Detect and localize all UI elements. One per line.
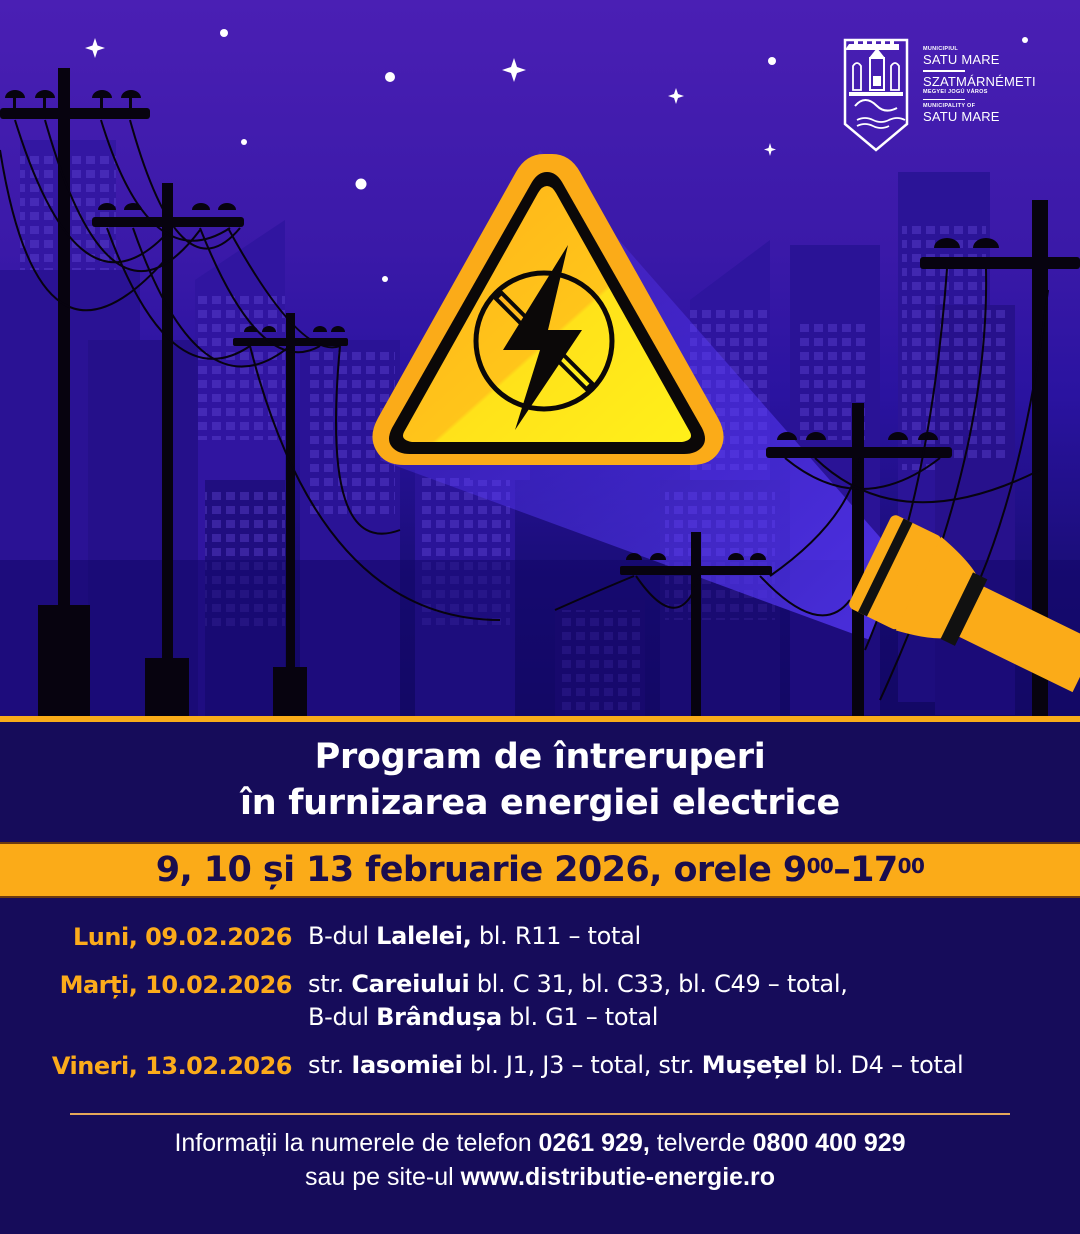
sparkle-star-icon (502, 58, 526, 82)
footer-info-label: Informații la numerele de telefon (174, 1129, 539, 1157)
footer-line-2 (0, 1160, 1080, 1194)
block-info: bl. C 31, bl. C33, bl. C49 – total, (469, 970, 848, 998)
logo-line1-big: SATU MARE (923, 52, 1000, 67)
date-banner (0, 842, 1080, 898)
schedule-description (308, 1049, 963, 1082)
toll-free-number[interactable]: 0800 400 929 (752, 1129, 906, 1157)
municipality-logo (843, 36, 1043, 156)
schedule-description (308, 968, 848, 1001)
block-info: bl. R11 – total (471, 922, 641, 950)
logo-line2-small: MEGYEI JOGÚ VÁROS (923, 88, 988, 95)
schedule-description (308, 920, 641, 953)
title-line-2: în furnizarea energiei electrice (240, 783, 840, 823)
block-info: bl. J1, J3 – total, str. (462, 1051, 702, 1079)
footer-telverde-label: telverde (649, 1129, 753, 1157)
street-prefix: str. (308, 1051, 352, 1079)
poster-title (0, 734, 1080, 826)
street-prefix: str. (308, 970, 352, 998)
street-name: Mușețel (701, 1051, 808, 1079)
logo-line2-big: SZATMÁRNÉMETI (923, 73, 1036, 89)
time-dash: –17 (833, 850, 898, 890)
date-banner-text: 9, 10 și 13 februarie 2026, orele 9 (155, 850, 807, 890)
end-minutes: 00 (897, 854, 925, 878)
city-crest-icon (843, 36, 909, 154)
schedule-description (308, 1001, 658, 1034)
street-name: Brândușa (376, 1003, 502, 1031)
footer-line-1 (0, 1126, 1080, 1160)
contact-footer (0, 1126, 1080, 1194)
website-link[interactable]: www.distributie-energie.ro (460, 1163, 776, 1191)
sparkle-star-icon (85, 38, 105, 58)
start-minutes: 00 (806, 854, 834, 878)
street-prefix: B-dul (308, 1003, 377, 1031)
footer-divider (70, 1113, 1010, 1115)
schedule-day: Luni, 09.02.2026 (73, 923, 292, 951)
logo-rule (923, 99, 965, 101)
logo-line3-small: MUNICIPALITY OF (923, 103, 976, 109)
sparkle-star-icon (668, 88, 684, 104)
phone-number[interactable]: 0261 929, (538, 1129, 650, 1157)
block-info: bl. D4 – total (807, 1051, 964, 1079)
schedule-day: Vineri, 13.02.2026 (51, 1052, 292, 1080)
logo-line3-big: SATU MARE (923, 109, 1000, 124)
logo-line1-small: MUNICIPIUL (923, 46, 959, 52)
street-prefix: B-dul (308, 922, 377, 950)
title-line-1: Program de întreruperi (314, 737, 766, 777)
street-name: Careiului (351, 970, 470, 998)
sparkle-star-icon (764, 143, 776, 156)
footer-site-label: sau pe site-ul (304, 1163, 461, 1191)
street-name: Lalelei, (376, 922, 472, 950)
street-name: Iasomiei (351, 1051, 463, 1079)
logo-rule (923, 70, 965, 72)
schedule-day: Marți, 10.02.2026 (59, 971, 292, 999)
block-info: bl. G1 – total (501, 1003, 659, 1031)
